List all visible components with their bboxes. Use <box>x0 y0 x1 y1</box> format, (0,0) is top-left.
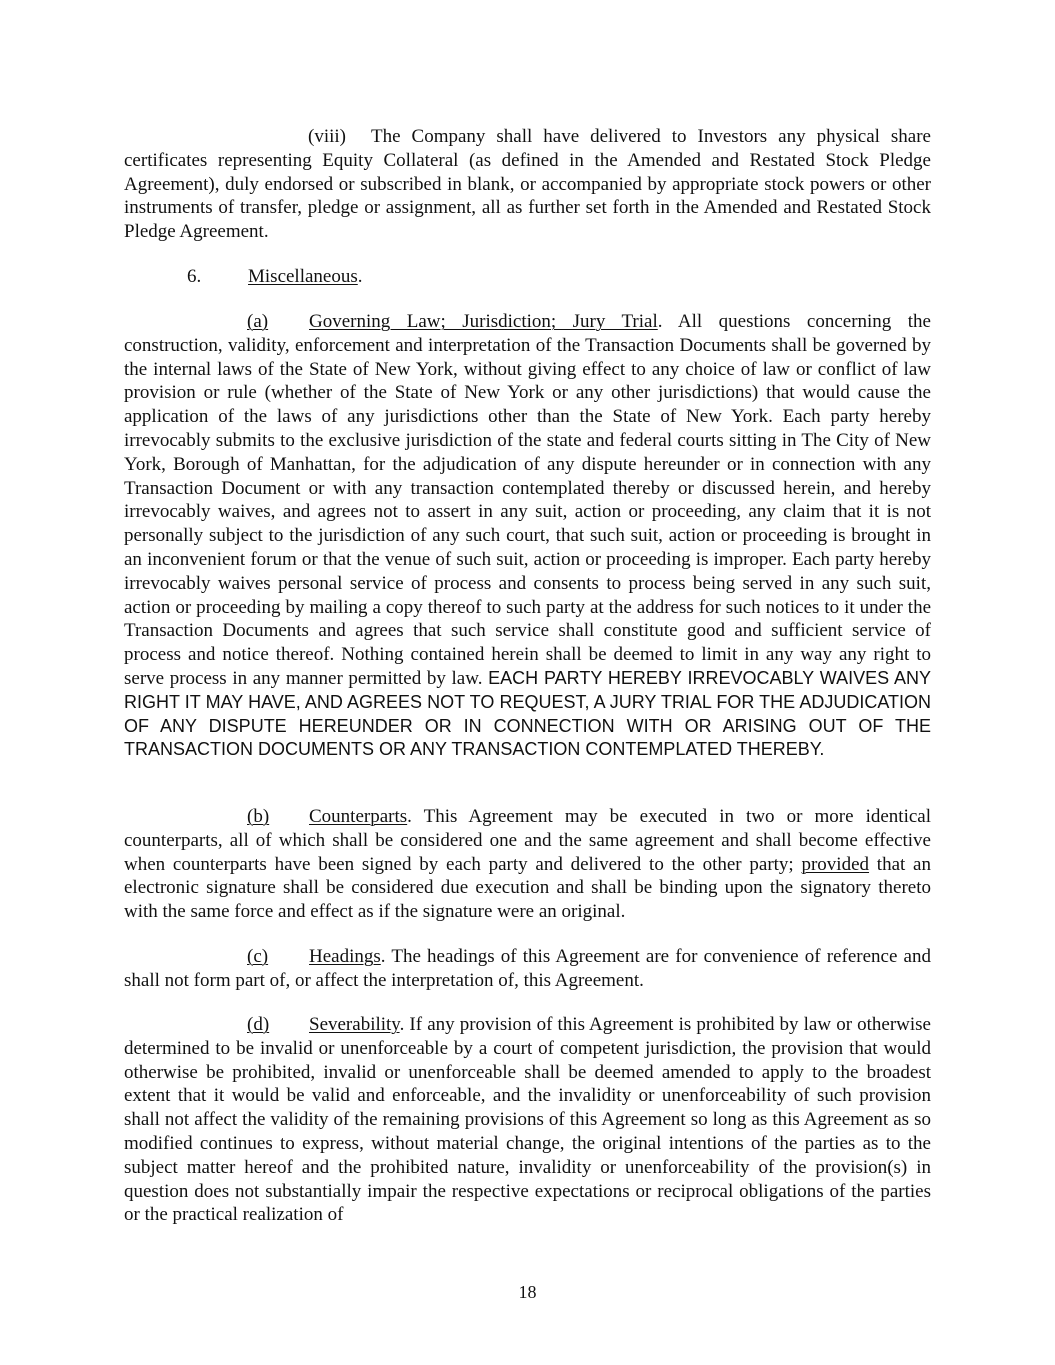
paragraph-d <box>124 1013 931 1227</box>
paragraph-d-text: . If any provision of this Agreement is prohibited by law or otherwise determined to be invalid or unenforceable by a court of competent jurisdiction, the provision that would otherwise be prohibited, invalid or unenforceable shall be deemed amended to apply to the broadest extent that it would be valid and enforceable, and the invalidity or unenforceability of such provision shall not affect the validity of the remaining provisions of this Agreement so long as this Agreement as so modified continues to express, without material change, the original intentions of the parties as to the subject matter hereof and the prohibited nature, invalidity or unenforceability of the provision(s) in question does not substantially impair the respective expectations or reciprocal obligations of the parties or the practical realization of <box>124 1014 931 1226</box>
paragraph-b-heading: Counterparts <box>309 806 408 827</box>
paragraph-viii-text: The Company shall have delivered to Investors any physical share certificates representing Equity Collateral (as defined in the Amended and Restated Stock Pledge Agreement), duly endorsed or subscribed in blank, or accompanied by appropriate stock powers or other instruments of transfer, pledge or assignment, all as further set forth in the Amended and Restated Stock Pledge Agreement. <box>124 126 931 243</box>
paragraph-a-text: . All questions concerning the construction, validity, enforcement and interpretation of the Transaction Documents shall be governed by the internal laws of the State of New York, without giving effect to any choice of law or conflict of law provision or rule (whether of the State of New York or any other jurisdictions) that would cause the application of the laws of any jurisdictions other than the State of New York. Each party hereby irrevocably submits to the exclusive jurisdiction of the state and federal courts sitting in The City of New York, Borough of Manhattan, for the adjudication of any dispute hereunder or in connection with any Transaction Document or with any transaction contemplated thereby or discussed herein, and hereby irrevocably waives, and agrees not to assert in any suit, action or proceeding, any claim that it is not personally subject to the jurisdiction of any such court, that such suit, action or proceeding is brought in an inconvenient forum or that the venue of such suit, action or proceeding is improper. Each party hereby irrevocably waives personal service of process and consents to process being served in any such suit, action or proceeding by mailing a copy thereof to such party at the address for such notices to it under the Transaction Documents and agrees that such service shall constitute good and sufficient service of process and notice thereof. Nothing contained herein shall be deemed to limit in any way any right to serve process in any manner permitted by law. <box>124 311 931 689</box>
paragraph-a-label: (a) <box>247 311 269 332</box>
paragraph-viii <box>124 125 931 244</box>
paragraph-c <box>124 945 931 993</box>
paragraph-b-text-before: . This Agreement may be executed in two or more identical counterparts, all of which shall be considered one and the same agreement and shall become effective when counterparts have been signed by each party and delivered to the other party; <box>124 806 931 875</box>
paragraph-b-provided: provided <box>801 853 870 875</box>
paragraph-b-text-after: that an electronic signature shall be considered due execution and shall be binding upon the signatory thereto with the same force and effect as if the signature were an original. <box>124 853 931 923</box>
paragraph-a-caps-text: EACH PARTY HEREBY IRREVOCABLY WAIVES ANY RIGHT IT MAY HAVE, AND AGREES NOT TO REQUEST, A JURY TRIAL FOR THE ADJUDICATION OF ANY DISPUTE HEREUNDER OR IN CONNECTION WITH OR ARISING OUT OF THE TRANSACTION DOCUMENTS OR ANY TRANSACTION CONTEMPLATED THEREBY. <box>124 667 931 760</box>
section-6-title-period: . <box>357 266 363 287</box>
paragraph-b <box>124 805 931 924</box>
section-6-title: Miscellaneous <box>248 266 358 287</box>
paragraph-d-label: (d) <box>247 1014 270 1035</box>
paragraph-viii-number: (viii) <box>308 126 346 147</box>
page-number: 18 <box>518 1282 537 1302</box>
paragraph-c-label: (c) <box>247 946 269 967</box>
section-6-number: 6. <box>187 266 202 287</box>
paragraph-d-heading: Severability <box>309 1014 400 1035</box>
paragraph-b-label: (b) <box>247 806 270 827</box>
section-6-heading <box>187 265 363 289</box>
paragraph-a-heading: Governing Law; Jurisdiction; Jury Trial <box>309 311 658 332</box>
paragraph-c-heading: Headings <box>309 946 381 967</box>
paragraph-a <box>124 310 931 762</box>
paragraph-c-text: . The headings of this Agreement are for convenience of reference and shall not form part of, or affect the interpretation of, this Agreement. <box>124 946 931 991</box>
